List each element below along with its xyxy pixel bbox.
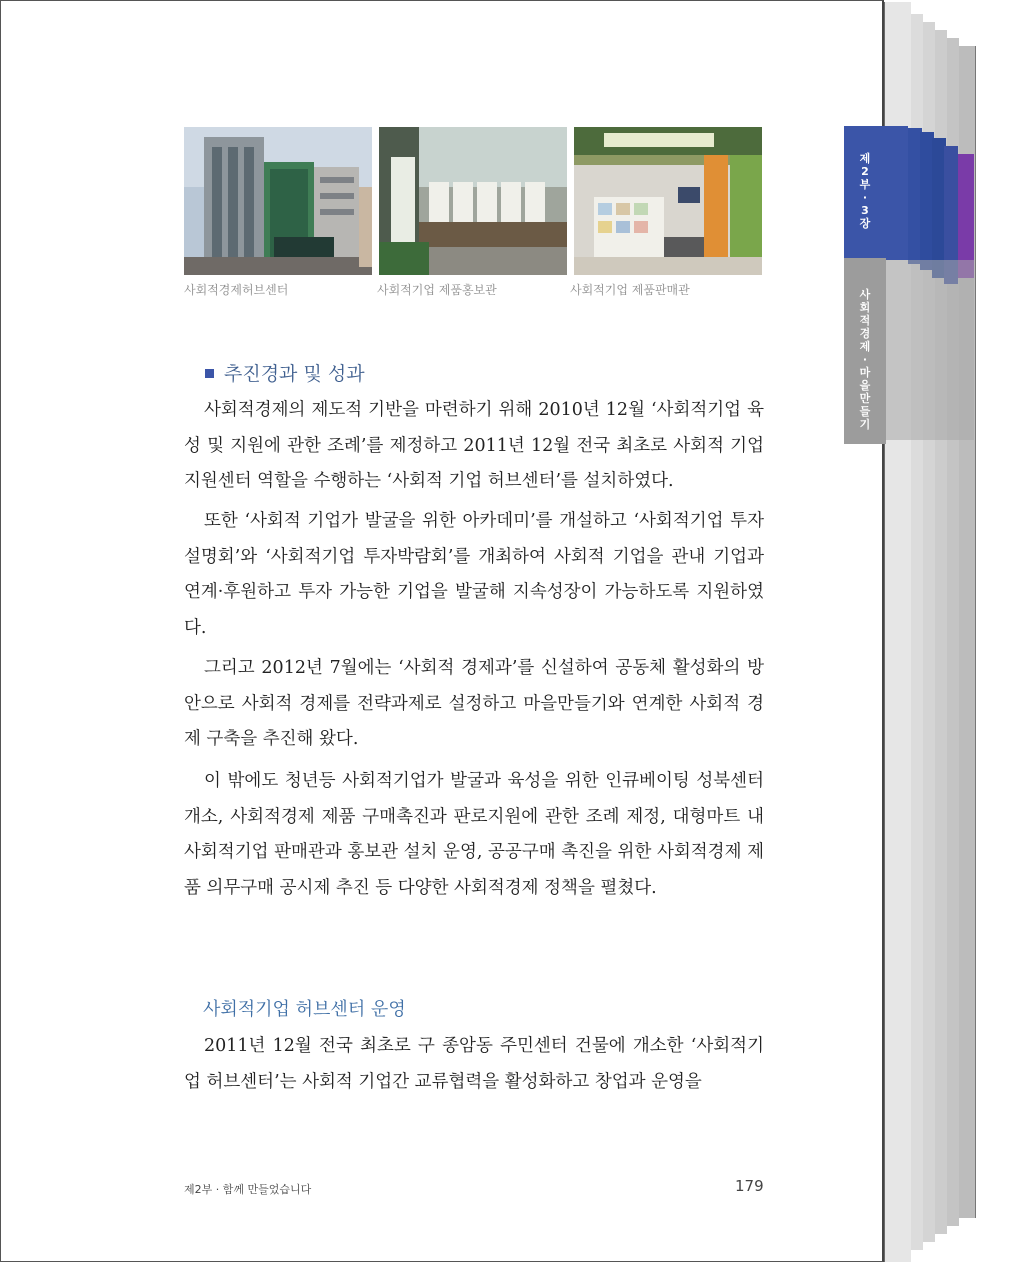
body-paragraph: 또한 ‘사회적 기업가 발굴을 위한 아카데미’를 개설하고 ‘사회적기업 투자설명회’와 ‘사회적기업 투자박람회’를 개최하여 사회적 기업을 관내 기업과 연계·후원하고 투자 가능한 기업을 발굴해 지속성장이 가능하도록 지원하였다.: [184, 511, 764, 638]
chapter-tab-label: 제 2 부 · 3 장: [859, 152, 871, 230]
body-paragraph: 2011년 12월 전국 최초로 구 종암동 주민센터 건물에 개소한 ‘사회적기업 허브센터’는 사회적 기업간 교류협력을 활성화하고 창업과 운영을: [184, 1036, 764, 1092]
photo-caption: 사회적경제허브센터: [184, 283, 289, 297]
body-paragraph: 그리고 2012년 7월에는 ‘사회적 경제과’를 신설하여 공동체 활성화의 방안으로 사회적 경제를 전략과제로 설정하고 마을만들기와 연계한 사회적 경제 구축을 추진해 왔다.: [184, 658, 764, 749]
body-paragraph: 사회적경제의 제도적 기반을 마련하기 위해 2010년 12월 ‘사회적기업 육성 및 지원에 관한 조례’를 제정하고 2011년 12월 전국 최초로 사회적 기업지원센터 역할을 수행하는 ‘사회적 기업 허브센터’를 설치하였다.: [184, 400, 764, 491]
exhibition-hall-photo: [379, 127, 567, 275]
square-bullet-icon: [205, 369, 214, 378]
subsection-heading: 사회적기업 허브센터 운영: [203, 999, 406, 1020]
section-heading-text: 추진경과 및 성과: [224, 363, 365, 385]
section-tab-label: 사 회 적 경 제 · 마 을 만 들 기: [859, 288, 871, 431]
running-footer: 제2부 · 함께 만들었습니다: [184, 1183, 312, 1196]
section-tab[interactable]: [844, 258, 886, 444]
photo-caption: 사회적기업 제품판매관: [570, 283, 690, 297]
section-heading: [205, 359, 365, 386]
building-photo: [184, 127, 372, 275]
edge-stripe: [886, 126, 908, 260]
body-paragraph: 이 밖에도 청년등 사회적기업가 발굴과 육성을 위한 인큐베이팅 성북센터 개소, 사회적경제 제품 구매촉진과 판로지원에 관한 조례 제정, 대형마트 내 사회적기업 판매관과 홍보관 설치 운영, 공공구매 촉진을 위한 사회적경제 제품 의무구매 공시제 추진 등 다양한 사회적경제 정책을 펼쳤다.: [184, 771, 764, 898]
chapter-tab[interactable]: [844, 126, 886, 260]
photo-caption: 사회적기업 제품홍보관: [377, 283, 497, 297]
edge-stripe: [886, 260, 974, 440]
page-number: 179: [735, 1177, 764, 1195]
store-booth-photo: [574, 127, 762, 275]
